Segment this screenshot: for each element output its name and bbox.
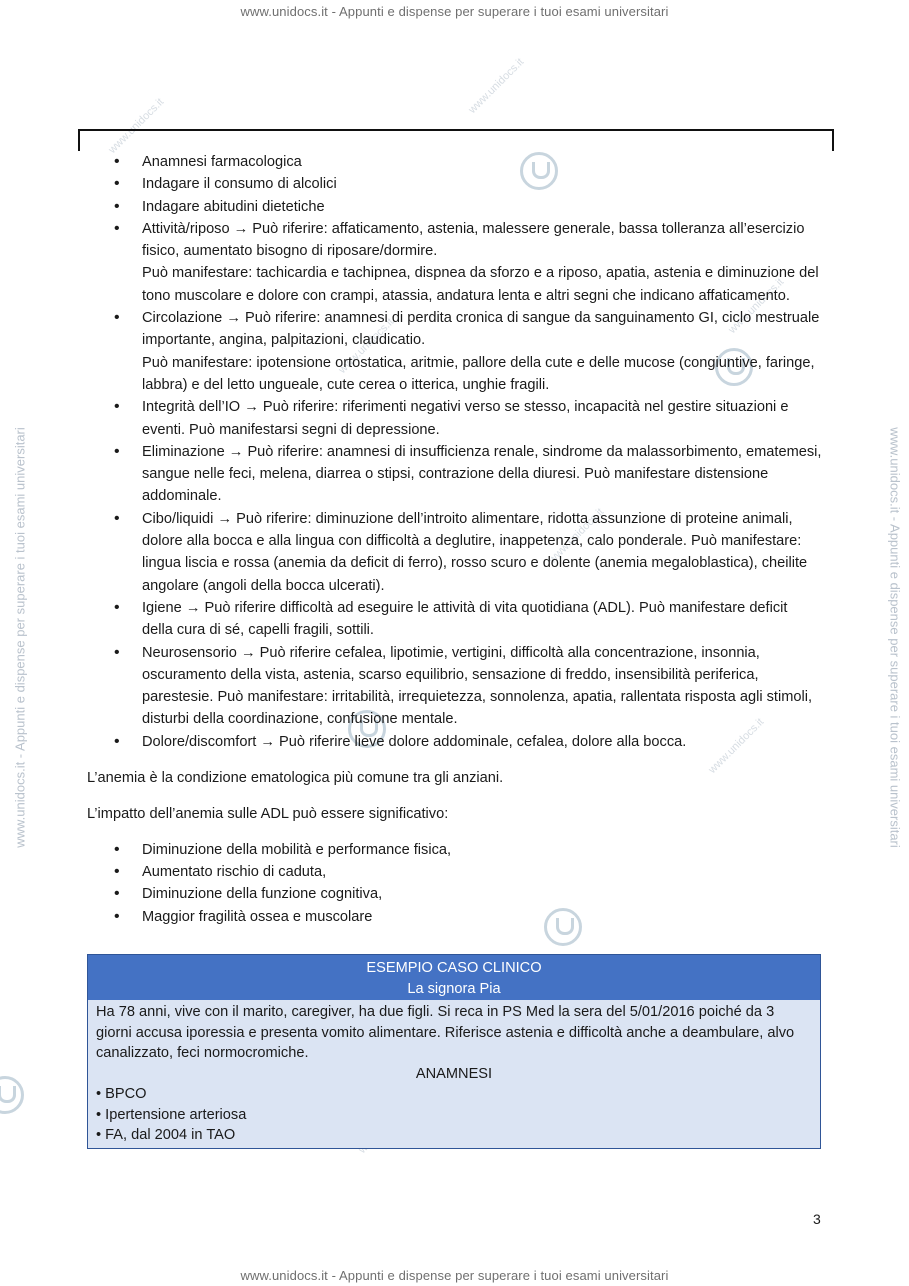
left-side-watermark: www.unidocs.it - Appunti e dispense per superare i tuoi esami universitari <box>12 427 28 848</box>
list-item: • Eliminazione → Può riferire: anamnesi di insufficienza renale, sindrome da malassorbimento, ematemesi, sangue nelle feci, melena, diarrea o stipsi, contrazione della diuresi. Può manifestare distensione addominale. <box>87 441 822 508</box>
assessment-list <box>87 151 822 753</box>
list-item-text: Può manifestare: ipotensione ortostatica, aritmie, pallore della cute e delle mucose (congiuntive, faringe, labbra) e del letto ungueale, cute cerea o itterica, unghie fragili. <box>142 354 815 393</box>
list-item: • Aumentato rischio di caduta, <box>87 861 822 883</box>
faint-watermark: www.unidocs.it <box>546 506 607 566</box>
clinical-case-description: Ha 78 anni, vive con il marito, caregiver, ha due figli. Si reca in PS Med la sera del 5/01/2016 poiché da 3 giorni accusa iporessia e presenta vomito alimentare. Riferisce astenia e difficoltà anche a deambulare, alvo canalizzato, feci normocromiche. <box>96 1004 795 1061</box>
unidocs-logo-icon <box>0 1076 24 1114</box>
right-side-watermark: www.unidocs.it - Appunti e dispense per superare i tuoi esami universitari <box>887 427 903 848</box>
faint-watermark: www.unidocs.it <box>336 316 397 376</box>
anamnesi-item: • FA, dal 2004 in TAO <box>96 1127 236 1143</box>
list-item: • Diminuzione della mobilità e performance fisica, <box>87 839 822 861</box>
anamnesi-title: ANAMNESI <box>415 1065 493 1082</box>
list-item-text: Può manifestare: tachicardia e tachipnea, dispnea da sforzo e a riposo, apatia, astenia e diminuzione del tono muscolare e dolore con crampi, atassia, andatura lenta e altri segni che indicano affaticamento. <box>142 265 819 304</box>
list-item: • Maggior fragilità ossea e muscolare <box>87 906 822 928</box>
list-item: • Anamnesi farmacologica <box>87 151 822 173</box>
adl-impact-list <box>87 839 822 928</box>
faint-watermark: www.unidocs.it <box>106 96 167 156</box>
clinical-case-title: ESEMPIO CASO CLINICO <box>366 960 542 976</box>
document-body <box>87 151 822 928</box>
list-item: • Integrità dell’IO → Può riferire: riferimenti negativi verso se stesso, incapacità nel gestire situazioni e eventi. Può manifestarsi segni di depressione. <box>87 396 822 441</box>
paragraph: L’anemia è la condizione ematologica più comune tra gli anziani. <box>87 770 504 787</box>
list-item: • Diminuzione della funzione cognitiva, <box>87 883 822 905</box>
clinical-case-table <box>87 954 821 1149</box>
faint-watermark: www.unidocs.it <box>726 276 787 336</box>
header-watermark: www.unidocs.it - Appunti e dispense per superare i tuoi esami universitari <box>240 4 669 19</box>
list-item: • Dolore/discomfort → Può riferire lieve dolore addominale, cefalea, dolore alla bocca. <box>87 731 822 753</box>
clinical-case-header <box>88 955 820 1000</box>
list-item: • Indagare il consumo di alcolici <box>87 173 822 195</box>
clinical-case-body <box>88 1000 820 1148</box>
page-number: 3 <box>813 1211 821 1227</box>
list-item <box>87 218 822 307</box>
footer-watermark: www.unidocs.it - Appunti e dispense per superare i tuoi esami universitari <box>240 1268 669 1283</box>
list-item <box>87 307 822 396</box>
clinical-case-subtitle: La signora Pia <box>407 980 501 997</box>
section-border <box>78 129 834 151</box>
list-item: • Cibo/liquidi → Può riferire: diminuzione dell’introito alimentare, ridotta assunzione di proteine animali, dolore alla bocca e alla lingua con difficoltà a deglutire, inappetenza, calo ponderale. Può manifestare: lingua liscia e rossa (anemia da deficit di ferro), rosso scuro e dolente (anemia megaloblastica), cheilite angolare (angoli della bocca ulcerati). <box>87 508 822 597</box>
paragraph: L’impatto dell’anemia sulle ADL può essere significativo: <box>87 806 449 823</box>
anamnesi-item: • Ipertensione arteriosa <box>96 1106 247 1123</box>
list-item: • Neurosensorio → Può riferire cefalea, lipotimie, vertigini, difficoltà alla concentrazione, insonnia, oscuramento della vista, astenia, scarso equilibrio, sensazione di freddo, insensibilità periferica, parestesie. Può manifestare: irritabilità, irrequietezza, sonnolenza, apatia, rallentata risposta agli stimoli, disturbi della coordinazione, confusione mentale. <box>87 642 822 731</box>
anamnesi-item: • BPCO <box>96 1086 147 1102</box>
faint-watermark: www.unidocs.it <box>466 56 527 116</box>
list-item-text: Attività/riposo → Può riferire: affaticamento, astenia, malessere generale, bassa tolleranza all’esercizio fisico, aumentato bisogno di riposare/dormire. <box>142 220 805 260</box>
list-item: • Igiene → Può riferire difficoltà ad eseguire le attività di vita quotidiana (ADL). Può manifestare deficit della cura di sé, capelli fragili, sottili. <box>87 597 822 642</box>
list-item: • Indagare abitudini dietetiche <box>87 196 822 218</box>
faint-watermark: www.unidocs.it <box>706 716 767 776</box>
list-item-text: Circolazione → Può riferire: anamnesi di perdita cronica di sangue da sanguinamento GI, ciclo mestruale importante, angina, palpitazioni, claudicatio. <box>142 310 820 349</box>
